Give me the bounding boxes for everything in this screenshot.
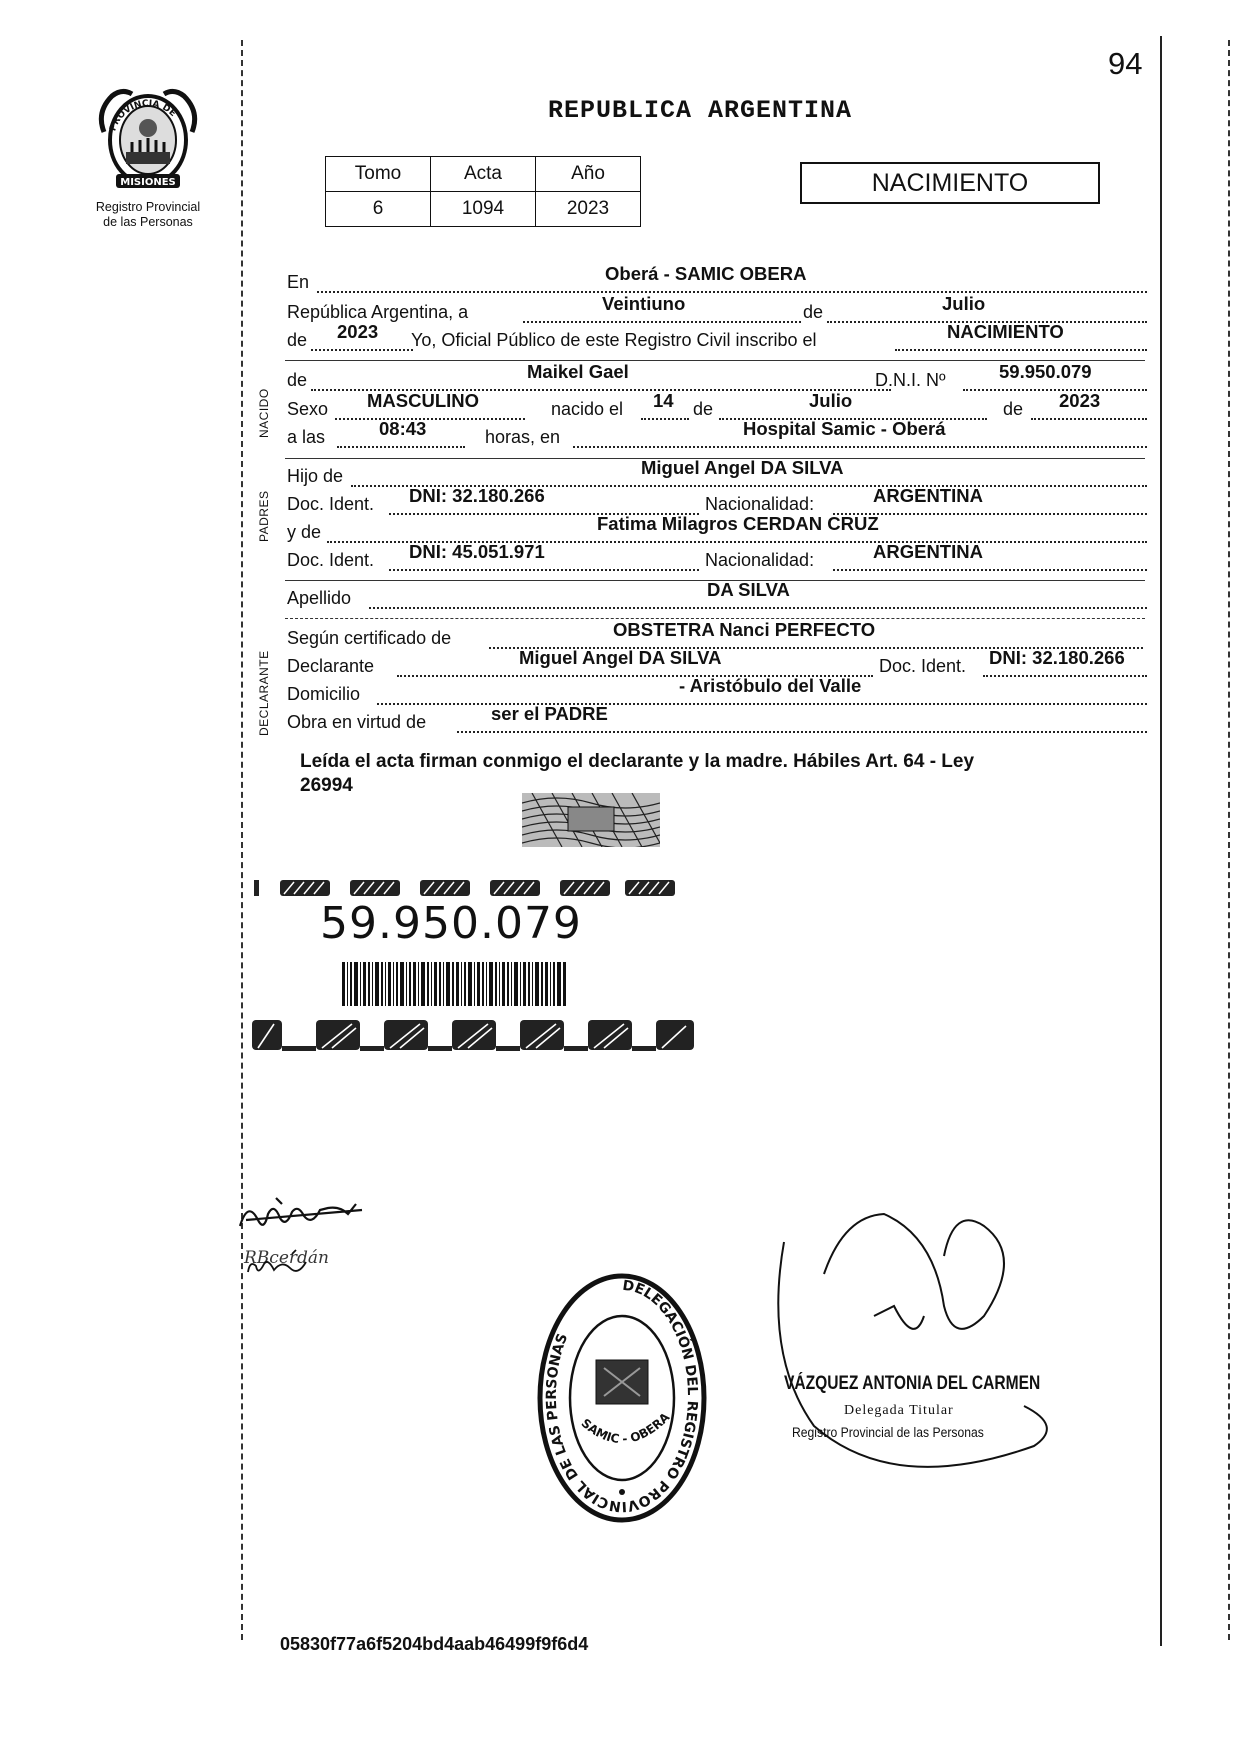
- sexo-label: Sexo: [287, 399, 329, 419]
- father-name: Miguel Angel DA SILVA: [641, 457, 844, 478]
- birth-month: Julio: [809, 390, 853, 411]
- dotted-line: [389, 569, 699, 571]
- republica-label: República Argentina, a: [287, 302, 469, 322]
- dotted-line: [317, 291, 1147, 293]
- apellido-label: Apellido: [287, 588, 352, 608]
- child-dni: 59.950.079: [999, 361, 1092, 382]
- de2-label: de: [693, 399, 714, 419]
- dotted-line: [833, 569, 1147, 571]
- record-type-box: NACIMIENTO: [800, 162, 1100, 204]
- en-label: En: [287, 272, 310, 292]
- tomo-header: Tomo: [326, 157, 431, 192]
- acta-header: Acta: [431, 157, 536, 192]
- hologram-stamp: [522, 793, 660, 847]
- closing-statement: Leída el acta firman conmigo el declarante y la madre. Hábiles Art. 64 - Ley 26994: [300, 751, 975, 796]
- acta-value: 1094: [431, 192, 536, 227]
- dotted-line: [833, 513, 1147, 515]
- row-address: [287, 675, 1147, 708]
- side-label-nacido: NACIDO: [257, 388, 271, 438]
- nacido-label: nacido el: [551, 399, 624, 419]
- signature-first: [236, 1180, 376, 1290]
- alas-label: a las: [287, 427, 326, 447]
- row-place: [287, 263, 1147, 296]
- birth-time: 08:43: [379, 418, 427, 439]
- year-prefix: de: [287, 330, 308, 350]
- dotted-line: [335, 418, 525, 420]
- side-label-declarante: DECLARANTE: [257, 650, 271, 736]
- declarant-relation: ser el PADRE: [491, 703, 608, 724]
- father-nationality: ARGENTINA: [873, 485, 983, 506]
- registration-month: Julio: [942, 293, 986, 314]
- document-hash: 05830f77a6f5204bd4aab46499f9f6d4: [280, 1634, 589, 1654]
- mother-nationality: ARGENTINA: [873, 541, 983, 562]
- security-strip-top: [250, 876, 690, 900]
- registration-year: 2023: [337, 321, 379, 342]
- de3-label: de: [1003, 399, 1024, 419]
- dni-label-number: 59.950.079: [320, 898, 582, 949]
- registration-day: Veintiuno: [602, 293, 686, 314]
- declarante-doc-label: Doc. Ident.: [879, 656, 967, 676]
- official-role: Delegada Titular: [844, 1403, 954, 1418]
- declarante-label: Declarante: [287, 656, 375, 676]
- doc-label: Doc. Ident.: [287, 550, 375, 570]
- side-label-padres: PADRES: [257, 490, 271, 542]
- registry-place: Oberá - SAMIC OBERA: [605, 263, 807, 284]
- dotted-line: [1031, 418, 1147, 420]
- child-surname: DA SILVA: [707, 579, 790, 600]
- mother-name: Fatima Milagros CERDAN CRUZ: [597, 513, 879, 534]
- anio-header: Año: [536, 157, 641, 192]
- dotted-line: [573, 446, 1147, 448]
- certificado-label: Según certificado de: [287, 628, 452, 648]
- nacionalidad-label: Nacionalidad:: [705, 550, 815, 570]
- dotted-line: [523, 321, 801, 323]
- nacionalidad-label: Nacionalidad:: [705, 494, 815, 514]
- official-signature: [744, 1196, 1074, 1490]
- far-right-scan-line: [1228, 40, 1230, 1640]
- left-margin-line: [241, 40, 243, 1640]
- declarant-name: Miguel Angel DA SILVA: [519, 647, 722, 668]
- doc-label: Doc. Ident.: [287, 494, 375, 514]
- name-label: de: [287, 370, 308, 390]
- birth-place: Hospital Samic - Oberá: [743, 418, 946, 439]
- obra-label: Obra en virtud de: [287, 712, 427, 732]
- svg-text:SAMIC - OBERA: SAMIC - OBERA: [578, 1409, 673, 1447]
- child-sex: MASCULINO: [367, 390, 480, 411]
- child-name: Maikel Gael: [527, 361, 629, 382]
- domicilio-label: Domicilio: [287, 684, 361, 704]
- page-number: 94: [1108, 46, 1143, 81]
- birth-year: 2023: [1059, 390, 1101, 411]
- official-name: VÁZQUEZ ANTONIA DEL CARMEN: [784, 1373, 1041, 1394]
- reference-header-row: [326, 157, 641, 192]
- svg-text:MISIONES: MISIONES: [120, 177, 176, 188]
- dotted-line: [895, 349, 1147, 351]
- province-logo: [92, 82, 204, 203]
- reference-table: [325, 156, 641, 227]
- official-office: Registro Provincial de las Personas: [792, 1425, 984, 1440]
- inscribo-value: NACIMIENTO: [947, 321, 1064, 342]
- registry-caption: Registro Provincial de las Personas: [95, 200, 201, 229]
- row-time: [287, 418, 1147, 451]
- declarant-address: - Aristóbulo del Valle: [679, 675, 862, 696]
- row-year: [287, 321, 1147, 354]
- security-strip-bottom: [252, 1018, 698, 1054]
- row-mother-doc: [287, 541, 1147, 574]
- right-margin-line: [1160, 36, 1162, 1646]
- dotted-line: [641, 418, 689, 420]
- yde-label: y de: [287, 522, 322, 542]
- de-label: de: [803, 302, 824, 322]
- declarant-doc: DNI: 32.180.266: [989, 647, 1125, 668]
- horas-label: horas, en: [485, 427, 561, 447]
- dotted-line: [369, 607, 1147, 609]
- hijo-label: Hijo de: [287, 466, 344, 486]
- row-surname: [287, 579, 1147, 612]
- svg-text:DELEGACIÓN DEL REGISTRO PROVIN: DELEGACIÓN DEL REGISTRO PROVINCIAL DE LAS PERSONAS: [543, 1277, 701, 1515]
- dotted-line: [983, 675, 1147, 677]
- svg-text:AMDasilva: AMDasilva: [236, 1180, 241, 1181]
- dotted-line: [337, 446, 465, 448]
- yo-text: Yo, Oficial Público de este Registro Civil inscribo el: [411, 330, 817, 350]
- svg-text:PROVINCIA DE: PROVINCIA DE: [108, 98, 178, 133]
- official-seal: [534, 1268, 710, 1528]
- birth-day: 14: [653, 390, 674, 411]
- dotted-line: [963, 389, 1147, 391]
- tomo-value: 6: [326, 192, 431, 227]
- signature-second-text: RBcerdán: [244, 1248, 329, 1268]
- reference-value-row: [326, 192, 641, 227]
- father-doc: DNI: 32.180.266: [409, 485, 545, 506]
- dni-label: D.N.I. Nº: [875, 370, 946, 390]
- mother-doc: DNI: 45.051.971: [409, 541, 545, 562]
- country-title: REPUBLICA ARGENTINA: [547, 96, 853, 125]
- anio-value: 2023: [536, 192, 641, 227]
- barcode: [342, 962, 568, 1006]
- dotted-line: [457, 731, 1147, 733]
- dotted-line: [311, 349, 413, 351]
- certificate-issuer: OBSTETRA Nanci PERFECTO: [613, 619, 876, 640]
- row-virtue: [287, 703, 1147, 736]
